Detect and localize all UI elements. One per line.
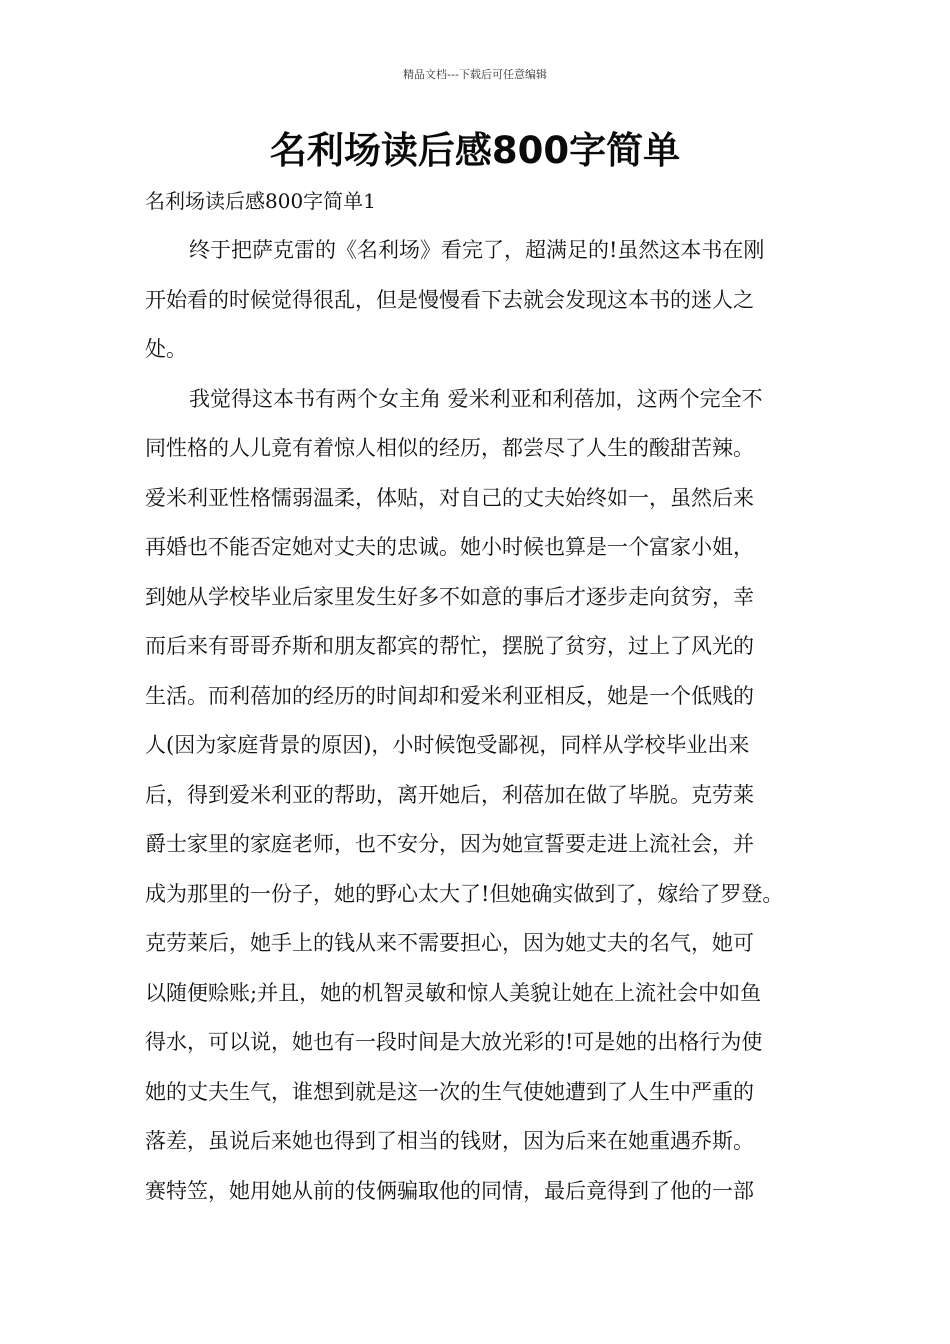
text-line: 生活。而利蓓加的经历的时间却和爱米利亚相反，她是一个低贱的	[145, 683, 754, 708]
text-line: 到她从学校毕业后家里发生好多不如意的事后才逐步走向贫穷，幸	[145, 584, 754, 609]
document-title: 名利场读后感800字简单	[269, 129, 681, 172]
text-line: 终于把萨克雷的《名利场》看完了，超满足的!虽然这本书在刚	[189, 238, 765, 262]
text-line: 处。	[145, 337, 187, 361]
text-line: 克劳莱后，她手上的钱从来不需要担心，因为她丈夫的名气，她可	[145, 931, 754, 955]
text-line: 成为那里的一份子，她的野心太大了!但她确实做到了，嫁给了罗登。	[145, 881, 784, 906]
text-line: 她的丈夫生气，谁想到就是这一次的生气使她遭到了人生中严重的	[145, 1079, 754, 1104]
text-line: 后，得到爱米利亚的帮助，离开她后，利蓓加在做了毕脱。克劳莱	[145, 782, 754, 807]
text-line: 赛特笠，她用她从前的伎俩骗取他的同情，最后竟得到了他的一部	[145, 1178, 754, 1203]
text-line: 我觉得这本书有两个女主角 爱米利亚和利蓓加，这两个完全不	[189, 386, 763, 411]
body-text	[145, 226, 845, 1216]
text-line: 爱米利亚性格懦弱温柔，体贴，对自己的丈夫始终如一，虽然后来	[145, 485, 754, 510]
text-line: 开始看的时候觉得很乱，但是慢慢看下去就会发现这本书的迷人之	[145, 287, 754, 312]
section-heading: 名利场读后感800字简单1	[145, 189, 376, 213]
header-note: 精品文档---下载后可任意编辑	[403, 68, 547, 81]
text-line: 爵士家里的家庭老师，也不安分，因为她宣誓要走进上流社会，并	[145, 832, 754, 856]
text-line: 同性格的人儿竟有着惊人相似的经历，都尝尽了人生的酸甜苦辣。	[145, 436, 754, 460]
text-line: 再婚也不能否定她对丈夫的忠诚。她小时候也算是一个富家小姐，	[145, 535, 754, 559]
text-line: 人(因为家庭背景的原因)，小时候饱受鄙视，同样从学校毕业出来	[145, 733, 750, 757]
text-line: 以随便赊账;并且，她的机智灵敏和惊人美貌让她在上流社会中如鱼	[145, 980, 762, 1005]
text-line: 得水，可以说，她也有一段时间是大放光彩的!可是她的出格行为使	[145, 1030, 763, 1054]
text-line: 而后来有哥哥乔斯和朋友都宾的帮忙，摆脱了贫穷，过上了风光的	[145, 634, 754, 658]
text-line: 落差，虽说后来她也得到了相当的钱财，因为后来在她重遇乔斯。	[145, 1129, 754, 1153]
